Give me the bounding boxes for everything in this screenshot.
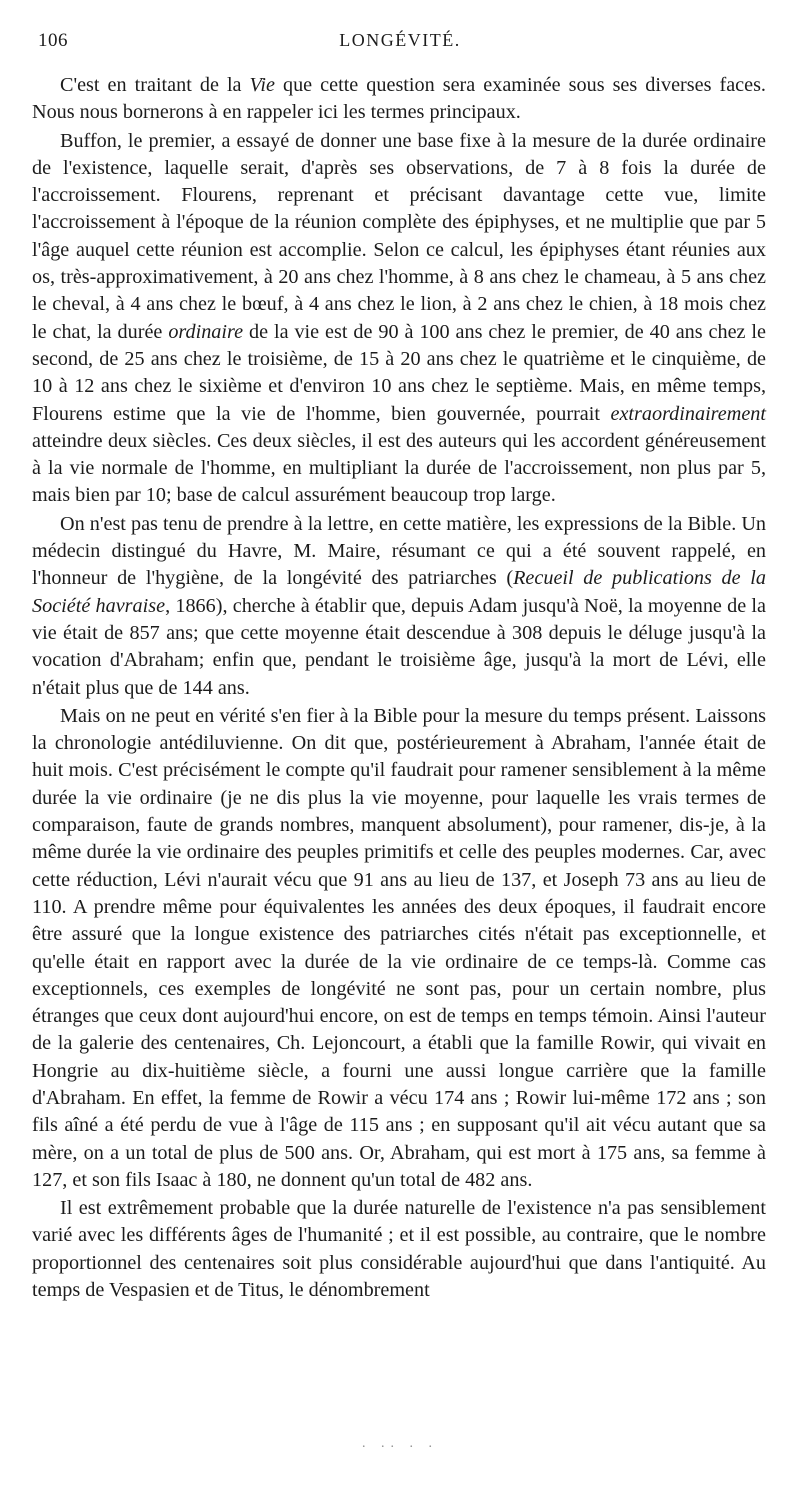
- text-run: de la vie est de 90 à 100 ans chez le premier, de 40 ans chez le second, de 25 ans chez le troisième, de 15 à 20 ans chez le quatrième et le cinquième, de 10 à 12 ans chez le sixième et d'environ 10 ans chez le septième. Mais, en même temps, Flourens estime que la vie de l'homme, bien gouvernée, pourrait: [32, 320, 767, 425]
- text-run: que cette question sera examinée sous ses diverses faces. Nous nous bornerons à en rappeler ici les termes principaux.: [32, 74, 766, 124]
- running-head: [32, 30, 768, 58]
- italic-text-run: Recueil de publications de la Société havraise: [32, 567, 766, 617]
- italic-text-run: ordinaire: [168, 320, 244, 343]
- paragraph-1: [32, 72, 766, 127]
- paragraph-2: [32, 128, 766, 510]
- text-run: C'est en traitant de la: [60, 74, 250, 96]
- italic-text-run: Vie: [249, 74, 275, 96]
- text-run: Il est extrêmement probable que la durée naturelle de l'existence n'a pas sensiblement varié avec les différents âges de l'humanité ; et il est possible, au contraire, que le nombre proportionnel des centenaires soit plus considérable aujourd'hui que dans l'antiquité. Au temps de Vespasien et de Titus, le dénombrement: [32, 1197, 766, 1302]
- body-text: [32, 72, 766, 1304]
- text-run: Mais on ne peut en vérité s'en fier à la Bible pour la mesure du temps présent. Laissons la chronologie antédiluvienne. On dit que, postérieurement à Abraham, l'année était de huit mois. C'est précisément le compte qu'il faudrait pour ramener sensiblement à la même durée la vie ordinaire (je ne dis plus la vie moyenne, pour laquelle les vrais termes de comparaison, faute de grands nombres, manquent absolument), pour ramener, dis-je, à la même durée la vie ordinaire des peuples primitifs et celle des peuples modernes. Car, avec cette réduction, Lévi n'aurait vécu que 91 ans au lieu de 137, et Joseph 73 ans au lieu de 110. A prendre même pour équivalentes les années des deux époques, il faudrait encore être assuré que la longue existence des patriarches cités n'était pas exceptionnelle, et qu'elle était en rapport avec la durée de la vie ordinaire de ce temps-là. Comme cas exceptionnels, ces exemples de longévité ne sont pas, pour un certain nombre, plus étranges que ceux dont aujourd'hui encore, on est de temps en temps témoin. Ainsi l'auteur de la galerie des centenaires, Ch. Lejoncourt, a établi que la famille Rowir, qui vivait en Hongrie au dix-huitième siècle, a fourni une aussi longue carrière que la famille d'Abraham. En effet, la femme de Rowir a vécu 174 ans ; Rowir lui-même 172 ans ; son fils aîné a été perdu de vue à l'âge de 115 ans ; en supposant qu'il ait vécu autant que sa mère, on a un total de plus de 500 ans. Or, Abraham, qui est mort à 175 ans, sa femme à 127, et son fils Isaac à 180, ne donnent qu'un total de 482 ans.: [32, 704, 766, 1191]
- paragraph-5: [32, 1195, 766, 1304]
- running-title: LONGÉVITÉ.: [339, 30, 461, 50]
- italic-text-run: extraordinairement: [610, 402, 766, 425]
- page-number: 106: [38, 30, 68, 51]
- paragraph-3: [32, 511, 766, 702]
- footer-marks: . .. . .: [362, 1436, 438, 1451]
- paragraph-4: [32, 703, 766, 1194]
- text-run: On n'est pas tenu de prendre à la lettre, en cette matière, les expressions de la Bible. Un médecin distingué du Havre, M. Maire, résumant ce qui a été souvent rappelé, en l'honneur de l'hygiène, de la longévité des patriarches (: [32, 512, 766, 590]
- text-run: Buffon, le premier, a essayé de donner une base fixe à la mesure de la durée ordinaire de l'existence, laquelle serait, d'après ses observations, de 7 à 8 fois la durée de l'accroissement. Flourens, reprenant et précisant davantage cette vue, limite l'accroissement à l'époque de la réunion complète des épiphyses, et ne multiplie que par 5 l'âge auquel cette réunion est accomplie. Selon ce calcul, les épiphyses étant réunies aux os, très-approximativement, à 20 ans chez l'homme, à 8 ans chez le chameau, à 5 ans chez le cheval, à 4 ans chez le bœuf, à 4 ans chez le lion, à 2 ans chez le chien, à 18 mois chez le chat, la durée: [32, 129, 766, 343]
- text-run: atteindre deux siècles. Ces deux siècles, il est des auteurs qui les accordent généreusement à la vie normale de l'homme, en multipliant la durée de l'accroissement, non plus par 5, mais bien par 10; base de calcul assurément beaucoup trop large.: [32, 429, 766, 507]
- text-run: , 1866), cherche à établir que, depuis Adam jusqu'à Noë, la moyenne de la vie était de 857 ans; que cette moyenne était descendue à 308 depuis le déluge jusqu'à la vocation d'Abraham; enfin que, pendant le troisième âge, jusqu'à la mort de Lévi, elle n'était plus que de 144 ans.: [32, 594, 766, 699]
